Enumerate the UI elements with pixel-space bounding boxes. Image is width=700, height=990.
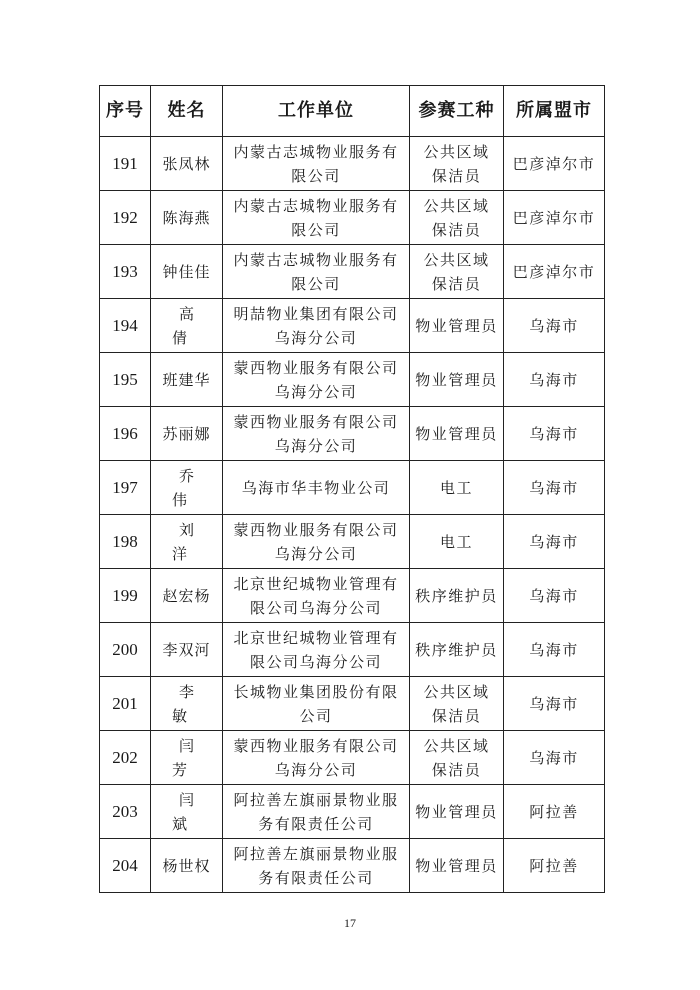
trade-line: 保洁员 bbox=[431, 760, 482, 779]
work-unit-cell bbox=[223, 569, 410, 623]
serial-cell: 195 bbox=[100, 353, 151, 407]
work-unit-line: 长城物业集团股份有限 bbox=[233, 682, 399, 701]
trade-line: 保洁员 bbox=[431, 706, 482, 725]
work-unit-line: 限公司乌海分公司 bbox=[249, 598, 382, 617]
work-unit-line: 内蒙古志城物业服务有 bbox=[233, 196, 399, 215]
trade-line: 保洁员 bbox=[431, 220, 482, 239]
roster-table bbox=[99, 85, 605, 893]
region-cell: 乌海市 bbox=[504, 299, 605, 353]
header-row bbox=[100, 86, 605, 137]
table-row bbox=[100, 677, 605, 731]
work-unit-line: 限公司 bbox=[291, 220, 341, 239]
header-serial: 序号 bbox=[100, 86, 151, 137]
trade-cell bbox=[410, 353, 504, 407]
table-row bbox=[100, 245, 605, 299]
work-unit-line: 限公司乌海分公司 bbox=[249, 652, 382, 671]
name-cell: 刘洋 bbox=[151, 515, 223, 569]
work-unit-cell bbox=[223, 407, 410, 461]
name-cell: 乔伟 bbox=[151, 461, 223, 515]
work-unit-cell bbox=[223, 839, 410, 893]
header-work-unit: 工作单位 bbox=[223, 86, 410, 137]
work-unit-cell bbox=[223, 137, 410, 191]
region-cell: 阿拉善 bbox=[504, 839, 605, 893]
trade-line: 物业管理员 bbox=[415, 802, 498, 821]
work-unit-line: 北京世纪城物业管理有 bbox=[233, 628, 399, 647]
trade-cell bbox=[410, 785, 504, 839]
work-unit-line: 乌海分公司 bbox=[274, 328, 358, 347]
trade-line: 公共区域 bbox=[423, 196, 490, 215]
work-unit-line: 明喆物业集团有限公司 bbox=[233, 304, 399, 323]
trade-cell bbox=[410, 569, 504, 623]
region-cell: 巴彦淖尔市 bbox=[504, 137, 605, 191]
table-row bbox=[100, 731, 605, 785]
serial-cell: 192 bbox=[100, 191, 151, 245]
table-row bbox=[100, 569, 605, 623]
serial-cell: 203 bbox=[100, 785, 151, 839]
work-unit-cell bbox=[223, 191, 410, 245]
trade-line: 物业管理员 bbox=[415, 316, 498, 335]
trade-cell bbox=[410, 515, 504, 569]
header-trade: 参赛工种 bbox=[410, 86, 504, 137]
name-cell: 张凤林 bbox=[151, 137, 223, 191]
work-unit-line: 公司 bbox=[299, 706, 333, 725]
work-unit-line: 务有限责任公司 bbox=[258, 868, 374, 887]
trade-line: 秩序维护员 bbox=[415, 640, 498, 659]
name-cell: 苏丽娜 bbox=[151, 407, 223, 461]
serial-cell: 198 bbox=[100, 515, 151, 569]
work-unit-cell bbox=[223, 461, 410, 515]
region-cell: 乌海市 bbox=[504, 623, 605, 677]
region-cell: 乌海市 bbox=[504, 407, 605, 461]
work-unit-line: 乌海市华丰物业公司 bbox=[241, 478, 391, 497]
serial-cell: 201 bbox=[100, 677, 151, 731]
name-cell: 闫斌 bbox=[151, 785, 223, 839]
trade-cell bbox=[410, 245, 504, 299]
work-unit-line: 蒙西物业服务有限公司 bbox=[233, 358, 399, 377]
table-row bbox=[100, 353, 605, 407]
region-cell: 乌海市 bbox=[504, 677, 605, 731]
work-unit-line: 务有限责任公司 bbox=[258, 814, 374, 833]
table-row bbox=[100, 299, 605, 353]
region-cell: 乌海市 bbox=[504, 461, 605, 515]
trade-line: 公共区域 bbox=[423, 682, 490, 701]
table-row bbox=[100, 623, 605, 677]
trade-cell bbox=[410, 407, 504, 461]
serial-cell: 197 bbox=[100, 461, 151, 515]
header-region: 所属盟市 bbox=[504, 86, 605, 137]
serial-cell: 202 bbox=[100, 731, 151, 785]
trade-line: 公共区域 bbox=[423, 250, 490, 269]
trade-line: 物业管理员 bbox=[415, 370, 498, 389]
work-unit-line: 阿拉善左旗丽景物业服 bbox=[233, 790, 399, 809]
work-unit-line: 乌海分公司 bbox=[274, 760, 358, 779]
work-unit-cell bbox=[223, 623, 410, 677]
table-row bbox=[100, 407, 605, 461]
work-unit-line: 蒙西物业服务有限公司 bbox=[233, 412, 399, 431]
work-unit-line: 限公司 bbox=[291, 274, 341, 293]
name-cell: 闫芳 bbox=[151, 731, 223, 785]
trade-line: 秩序维护员 bbox=[415, 586, 498, 605]
table-row bbox=[100, 461, 605, 515]
name-cell: 钟佳佳 bbox=[151, 245, 223, 299]
table-row bbox=[100, 515, 605, 569]
trade-cell bbox=[410, 839, 504, 893]
work-unit-cell bbox=[223, 785, 410, 839]
trade-line: 公共区域 bbox=[423, 736, 490, 755]
table-row bbox=[100, 137, 605, 191]
work-unit-line: 限公司 bbox=[291, 166, 341, 185]
trade-line: 保洁员 bbox=[431, 274, 482, 293]
trade-cell bbox=[410, 677, 504, 731]
work-unit-cell bbox=[223, 245, 410, 299]
trade-line: 物业管理员 bbox=[415, 856, 498, 875]
name-cell: 班建华 bbox=[151, 353, 223, 407]
work-unit-cell bbox=[223, 299, 410, 353]
work-unit-line: 蒙西物业服务有限公司 bbox=[233, 736, 399, 755]
region-cell: 乌海市 bbox=[504, 515, 605, 569]
work-unit-cell bbox=[223, 515, 410, 569]
work-unit-line: 北京世纪城物业管理有 bbox=[233, 574, 399, 593]
roster-body bbox=[100, 137, 605, 893]
work-unit-cell bbox=[223, 677, 410, 731]
work-unit-line: 内蒙古志城物业服务有 bbox=[233, 142, 399, 161]
work-unit-line: 乌海分公司 bbox=[274, 436, 358, 455]
header-name: 姓名 bbox=[151, 86, 223, 137]
table-row bbox=[100, 785, 605, 839]
name-cell: 杨世权 bbox=[151, 839, 223, 893]
trade-line: 电工 bbox=[439, 532, 473, 551]
serial-cell: 191 bbox=[100, 137, 151, 191]
table-row bbox=[100, 191, 605, 245]
work-unit-cell bbox=[223, 731, 410, 785]
region-cell: 阿拉善 bbox=[504, 785, 605, 839]
table-row bbox=[100, 839, 605, 893]
name-cell: 李双河 bbox=[151, 623, 223, 677]
trade-line: 保洁员 bbox=[431, 166, 482, 185]
trade-cell bbox=[410, 623, 504, 677]
work-unit-cell bbox=[223, 353, 410, 407]
name-cell: 赵宏杨 bbox=[151, 569, 223, 623]
work-unit-line: 乌海分公司 bbox=[274, 382, 358, 401]
trade-cell bbox=[410, 299, 504, 353]
work-unit-line: 内蒙古志城物业服务有 bbox=[233, 250, 399, 269]
trade-cell bbox=[410, 461, 504, 515]
serial-cell: 199 bbox=[100, 569, 151, 623]
region-cell: 乌海市 bbox=[504, 731, 605, 785]
work-unit-line: 乌海分公司 bbox=[274, 544, 358, 563]
trade-cell bbox=[410, 137, 504, 191]
trade-line: 物业管理员 bbox=[415, 424, 498, 443]
region-cell: 乌海市 bbox=[504, 353, 605, 407]
trade-line: 电工 bbox=[439, 478, 473, 497]
region-cell: 巴彦淖尔市 bbox=[504, 191, 605, 245]
serial-cell: 196 bbox=[100, 407, 151, 461]
page-number: 17 bbox=[344, 916, 356, 930]
name-cell: 陈海燕 bbox=[151, 191, 223, 245]
name-cell: 李敏 bbox=[151, 677, 223, 731]
trade-cell bbox=[410, 191, 504, 245]
trade-line: 公共区域 bbox=[423, 142, 490, 161]
work-unit-line: 阿拉善左旗丽景物业服 bbox=[233, 844, 399, 863]
serial-cell: 193 bbox=[100, 245, 151, 299]
work-unit-line: 蒙西物业服务有限公司 bbox=[233, 520, 399, 539]
serial-cell: 204 bbox=[100, 839, 151, 893]
region-cell: 巴彦淖尔市 bbox=[504, 245, 605, 299]
name-cell: 高倩 bbox=[151, 299, 223, 353]
serial-cell: 194 bbox=[100, 299, 151, 353]
region-cell: 乌海市 bbox=[504, 569, 605, 623]
serial-cell: 200 bbox=[100, 623, 151, 677]
trade-cell bbox=[410, 731, 504, 785]
